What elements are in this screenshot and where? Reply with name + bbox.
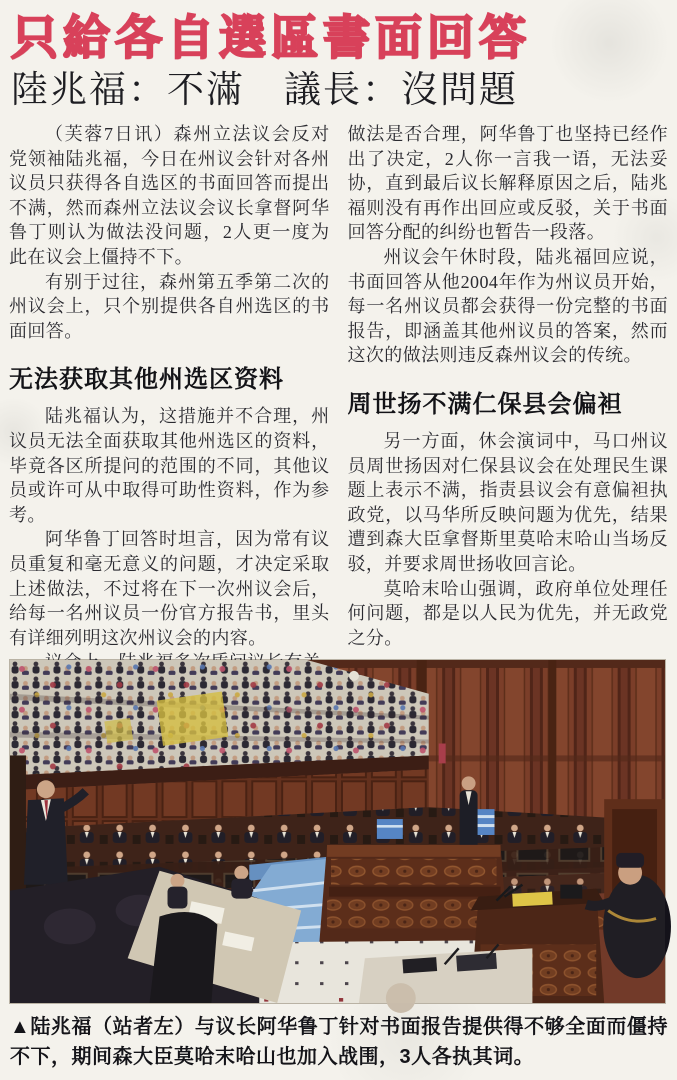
paragraph: 陆兆福认为，这措施并不合理，州议员无法全面获取其他州选区的资料，毕竟各区所提问的范围的不同，其他议员或许可从中取得可助性资料，作为参考。 bbox=[9, 406, 330, 525]
photo-caption: ▲陆兆福（站者左）与议长阿华鲁丁针对书面报告提供得不够全面而僵持不下，期间森大臣莫哈末哈山也加入战围，3人各执其词。 bbox=[10, 1016, 668, 1068]
paragraph: 做法是否合理，阿华鲁丁也坚持已经作出了决定，2人你一言我一语，无法妥协，直到最后议长解释原因之后，陆兆福则没有再作出回应或反驳，关于书面回答分配的纠纷也暂告一段落。 bbox=[347, 124, 668, 243]
paragraph: 阿华鲁丁回答时坦言，因为常有议员重复和毫无意义的问题，才决定采取上述做法，不过将在下一次州议会后，给每一名州议员一份官方报告书，里头有详细列明这次州议会的内容。 bbox=[9, 529, 330, 648]
column-right bbox=[348, 122, 669, 650]
section-heading: 周世扬不满仁保县会偏袒 bbox=[347, 390, 623, 418]
news-photo bbox=[9, 659, 666, 1004]
paragraph: 州议会午休时段，陆兆福回应说，书面回答从他2004年作为州议员开始，每一名州议员都会获得一份完整的书面报告，即涵盖其他州议员的答案，然而这次的做法则违反森州议会的传统。 bbox=[347, 246, 668, 366]
section-heading: 无法获取其他州选区资料 bbox=[9, 366, 284, 394]
headline: 只給各自選區書面回答 bbox=[11, 11, 531, 64]
column-left bbox=[9, 122, 330, 650]
paragraph: （芙蓉7日讯）森州立法议会反对党领袖陆兆福，今日在州议会针对各州议员只获得各自选区的书面回答而提出不满，然而森州立法议会议长拿督阿华鲁丁则认为做法没问题，2人更一度为此在议会上僵持不下。 bbox=[9, 124, 330, 267]
assembly-hall-illustration bbox=[10, 660, 665, 1003]
paragraph: 有别于过往，森州第五季第二次的州议会上，只个别提供各自州选区的书面回答。 bbox=[9, 271, 330, 341]
subheadline: 陸兆福：不滿 議長：沒問題 bbox=[11, 69, 518, 111]
article-body bbox=[9, 122, 668, 650]
paragraph: 另一方面，休会演词中，马口州议员周世扬因对仁保县议会在处理民生课题上表示不满，指责县议会有意偏袒执政党，以马华所反映问题为优先，结果遭到森大臣拿督斯里莫哈末哈山当场反驳，并要求周世扬收回言论。 bbox=[347, 430, 668, 574]
paragraph: 莫哈末哈山强调，政府单位处理任何问题，都是以人民为优先，并无政党之分。 bbox=[347, 578, 668, 648]
